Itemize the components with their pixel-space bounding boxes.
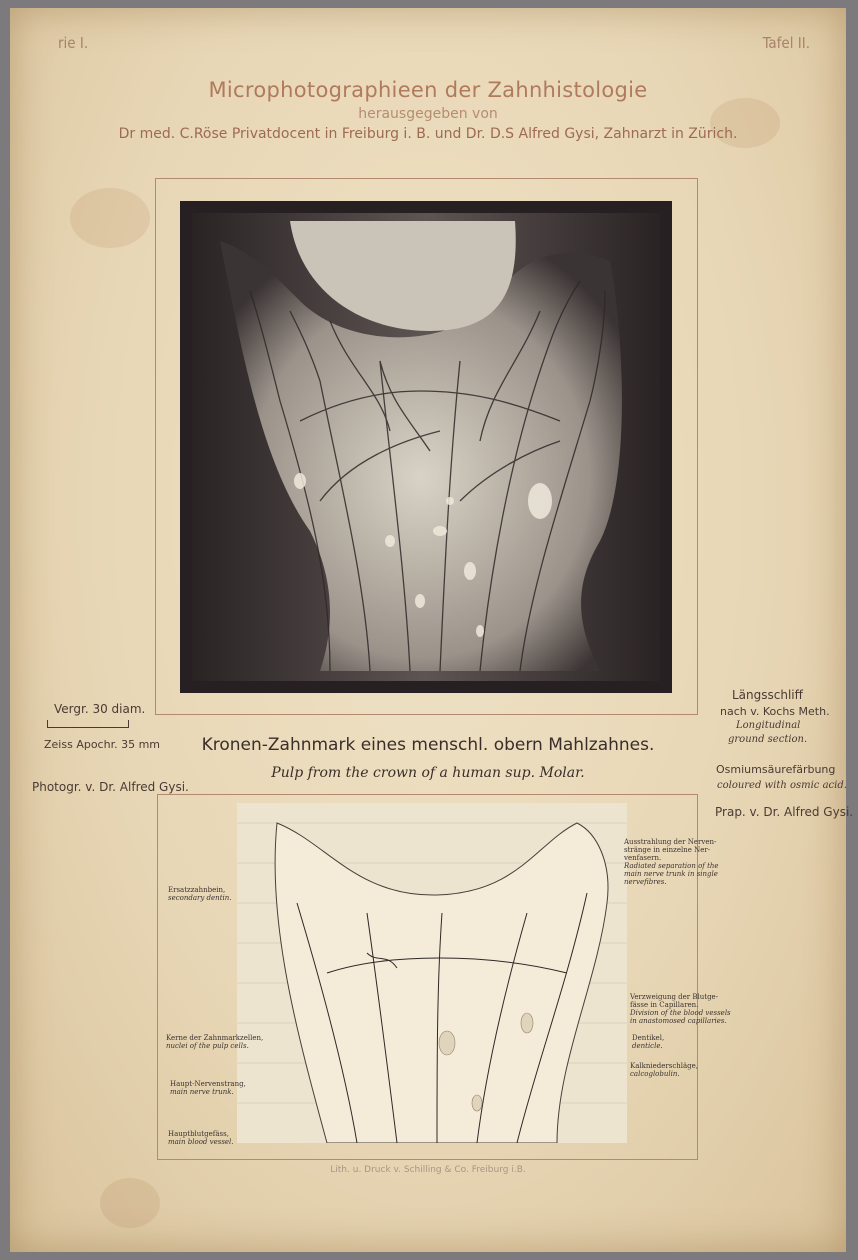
method-de: nach v. Kochs Meth.: [720, 705, 830, 718]
label-blood-vessel: Hauptblutgefäss, main blood vessel.: [168, 1130, 234, 1146]
plate-subtitle-line2: Dr med. C.Röse Privatdocent in Freiburg i. B. und Dr. D.S Alfred Gysi, Zahnarzt in Zürich.: [118, 126, 738, 142]
label-nerve-radiation: Ausstrahlung der Nerven- stränge in einzelne Ner- venfasern. Radiated separation of the main nerve trunk in single nervefibres.: [624, 838, 719, 886]
lens-note: Zeiss Apochr. 35 mm: [44, 738, 161, 751]
stain-en: coloured with osmic acid.: [717, 780, 847, 791]
caption-german: Kronen-Zahnmark eines menschl. obern Mahlzahnes.: [201, 735, 655, 755]
plate-title: Microphotographieen der Zahnhistologie: [208, 78, 648, 102]
label-denticle: Dentikel, denticle.: [632, 1034, 665, 1050]
label-secondary-dentin: Ersatzzahnbein, secondary dentin.: [168, 886, 232, 902]
plate-subtitle-line1: herausgegeben von: [358, 106, 498, 122]
section-type-de: Längsschliff: [732, 688, 803, 702]
preparer-note: Prap. v. Dr. Alfred Gysi.: [715, 805, 854, 819]
label-nerve-trunk: Haupt-Nervenstrang, main nerve trunk.: [170, 1080, 246, 1096]
drawing-image: [237, 803, 627, 1143]
series-mark: rie I.: [58, 34, 89, 52]
magnification-note: Vergr. 30 diam.: [54, 702, 146, 716]
photographer-note: Photogr. v. Dr. Alfred Gysi.: [32, 780, 189, 794]
printer-imprint: Lith. u. Druck v. Schilling & Co. Freiburg i.B.: [330, 1165, 526, 1175]
label-nuclei: Kerne der Zahnmarkzellen, nuclei of the pulp cells.: [166, 1034, 264, 1050]
foxing-stain: [70, 188, 150, 248]
label-calcoglobulin: Kalkniederschläge, calcoglobulin.: [630, 1062, 699, 1078]
scale-bar: [47, 719, 129, 728]
histology-drawing: [237, 803, 627, 1143]
foxing-stain: [100, 1178, 160, 1228]
micrograph-image: [180, 201, 672, 693]
section-type-en-1: Longitudinal: [736, 720, 801, 731]
section-type-en-2: ground section.: [728, 734, 808, 745]
caption-english: Pulp from the crown of a human sup. Molar.: [271, 765, 585, 781]
plate-sheet: [10, 8, 854, 1252]
label-capillaries: Verzweigung der Blutge- fässe in Capillaren. Division of the blood vessels in anastomosed capillaries.: [630, 993, 731, 1025]
plate-number: Tafel II.: [762, 34, 810, 52]
stain-de: Osmiumsäurefärbung: [716, 763, 836, 776]
micrograph-photo: [180, 201, 672, 693]
